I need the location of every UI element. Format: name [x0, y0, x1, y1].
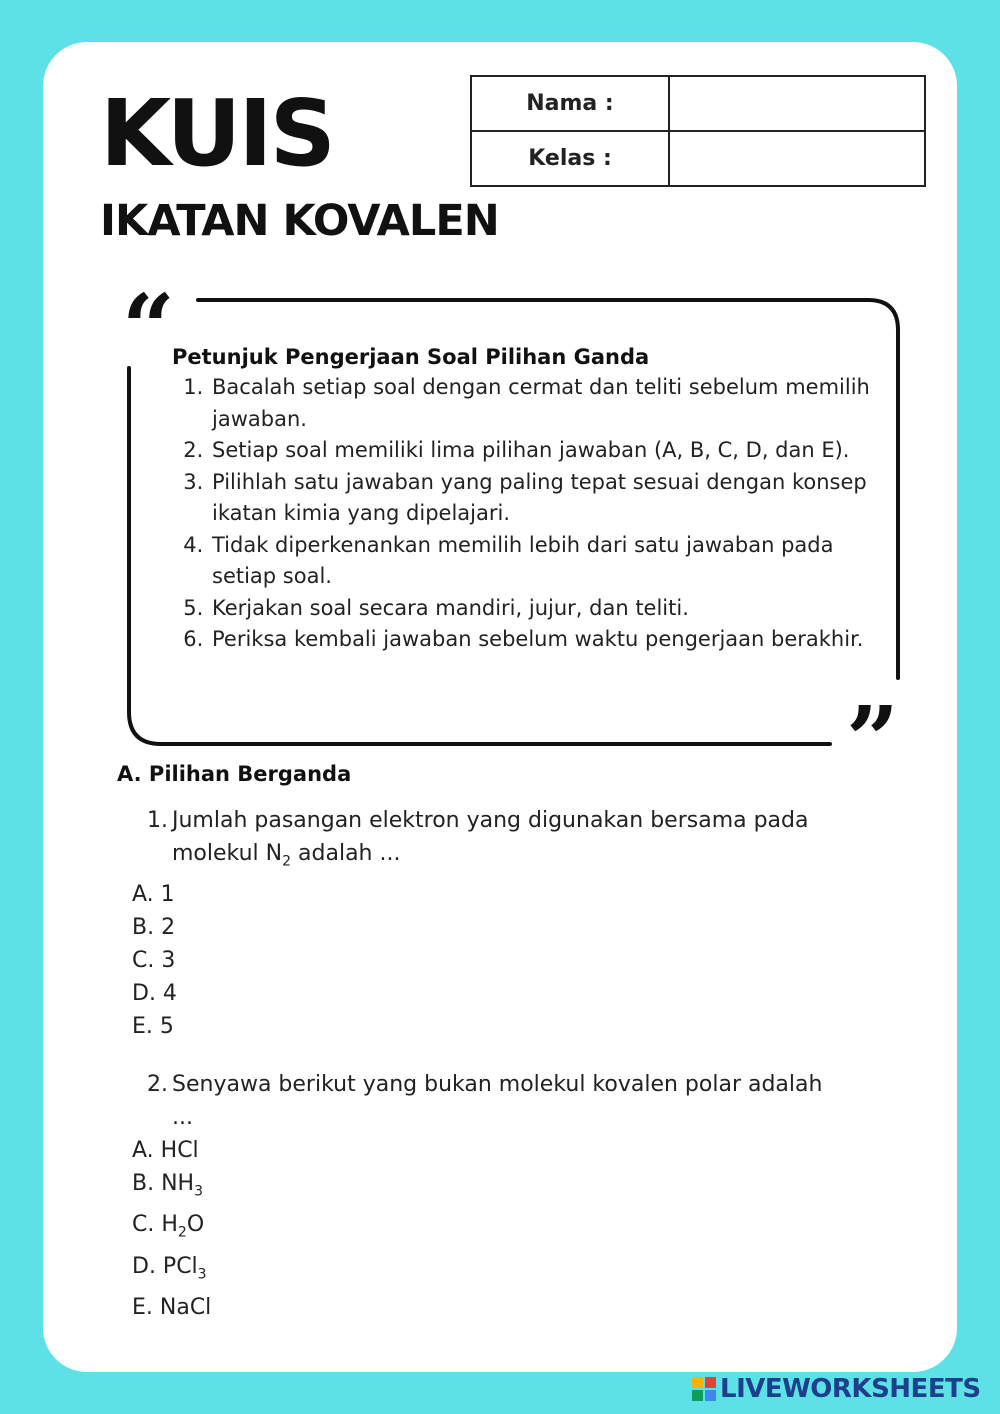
- question-number: 2.: [147, 1072, 168, 1097]
- answer-option[interactable]: D. PCl$_3$: [132, 1253, 207, 1283]
- answer-option[interactable]: D. 4: [132, 981, 177, 1007]
- instruction-item: 2. Setiap soal memiliki lima pilihan jawaban (A, B, C, D, dan E).: [210, 435, 900, 467]
- instructions-list: [172, 372, 900, 656]
- open-quote-icon: “: [122, 274, 175, 382]
- instructions-title: Petunjuk Pengerjaan Soal Pilihan Ganda: [172, 345, 650, 369]
- quiz-title: KUIS: [100, 80, 333, 187]
- instruction-item: 5. Kerjakan soal secara mandiri, jujur, dan teliti.: [210, 593, 900, 625]
- section-title: A. Pilihan Berganda: [117, 762, 352, 786]
- answer-option[interactable]: C. 3: [132, 948, 176, 974]
- instruction-item: 1. Bacalah setiap soal dengan cermat dan teliti sebelum memilih jawaban.: [210, 372, 900, 435]
- question-stem: [132, 1068, 832, 1134]
- answer-option[interactable]: E. 5: [132, 1014, 174, 1040]
- answer-option[interactable]: C. $H_2O$: [132, 1212, 205, 1241]
- class-label: Kelas :: [471, 131, 669, 186]
- instruction-item: 6. Periksa kembali jawaban sebelum waktu pengerjaan berakhir.: [210, 624, 900, 656]
- question-2: [132, 1068, 832, 1324]
- question-number: 1.: [147, 808, 168, 833]
- instruction-item: 4. Tidak diperkenankan memilih lebih dari satu jawaban pada setiap soal.: [210, 530, 900, 593]
- answer-option[interactable]: E. NaCl: [132, 1295, 212, 1321]
- quiz-subtitle: IKATAN KOVALEN: [100, 196, 499, 246]
- liveworksheets-watermark: [692, 1376, 981, 1402]
- question-stem: [132, 804, 832, 878]
- question-text: Jumlah pasangan elektron yang digunakan bersama pada molekul $N_2$ adalah ...: [172, 808, 809, 870]
- answer-option[interactable]: B. 2: [132, 915, 176, 941]
- question-text: Senyawa berikut yang bukan molekul kovalen polar adalah ...: [172, 1072, 823, 1130]
- answer-option[interactable]: A. HCl: [132, 1138, 199, 1163]
- question-1: [132, 804, 832, 1043]
- liveworksheets-logo-icon: [692, 1377, 716, 1401]
- watermark-text: LIVEWORKSHEETS: [720, 1374, 981, 1404]
- answer-option[interactable]: A. 1: [132, 882, 175, 908]
- instruction-item: 3. Pilihlah satu jawaban yang paling tepat sesuai dengan konsep ikatan kimia yang dipelajari.: [210, 467, 900, 530]
- name-label: Nama :: [471, 76, 669, 131]
- answer-option[interactable]: B. $NH_3$: [132, 1171, 204, 1200]
- close-quote-icon: ”: [846, 686, 899, 794]
